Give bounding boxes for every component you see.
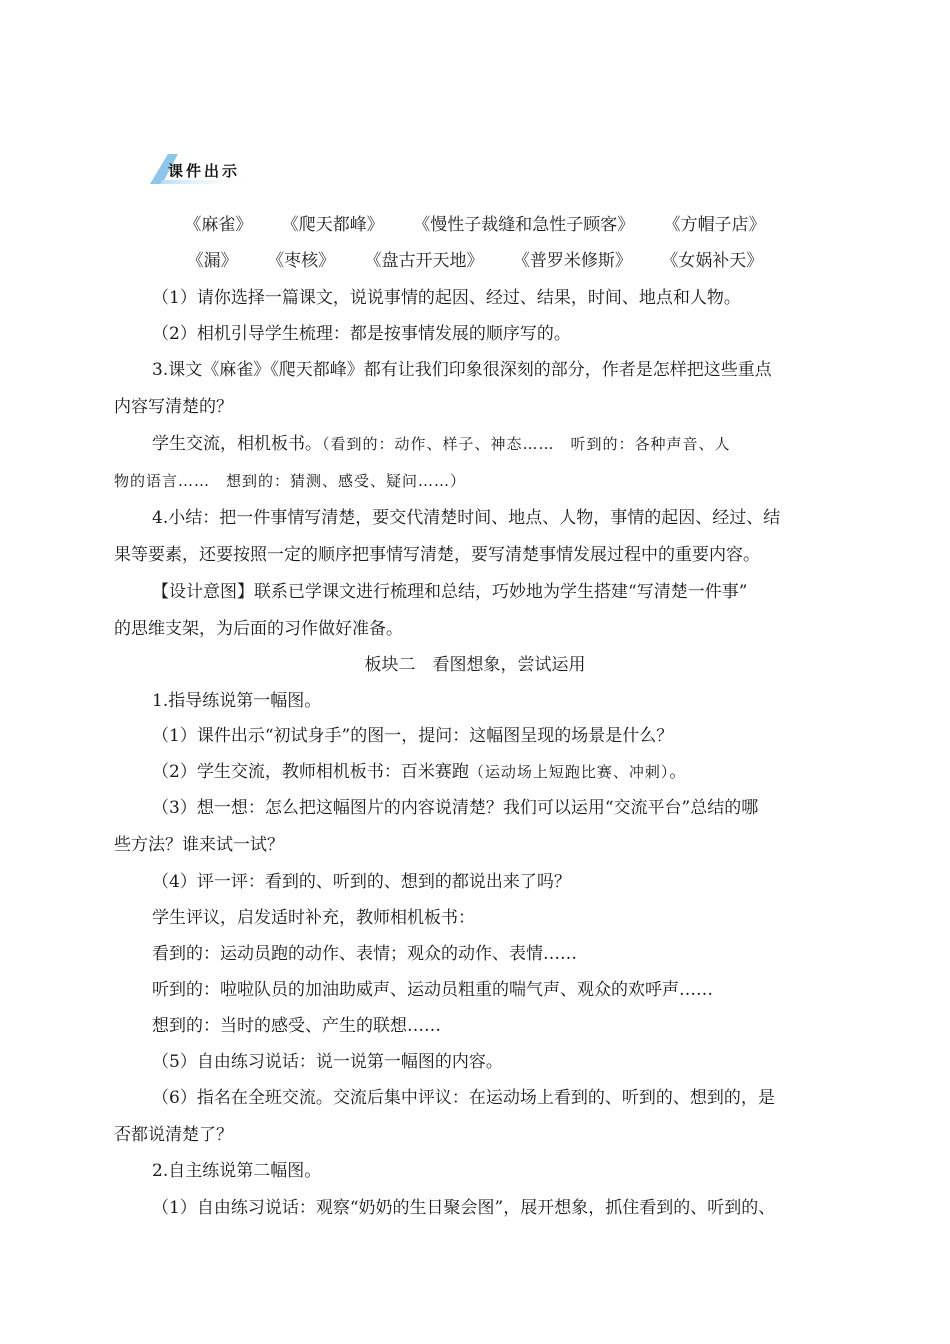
title-row-2 <box>0 250 950 272</box>
paragraph-text: （2）学生交流，教师相机板书：百米赛跑 <box>152 762 469 782</box>
paragraph-line: 的思维支架，为后面的习作做好准备。 <box>114 619 403 639</box>
design-intent-line: 【设计意图】联系已学课文进行梳理和总结，巧妙地为学生搭建“写清楚一件事” <box>152 582 748 602</box>
paragraph-line: 2.自主练说第二幅图。 <box>152 1161 322 1181</box>
paragraph-line: （1）自由练习说话：观察“奶奶的生日聚会图”，展开想象，抓住看到的、听到的、 <box>152 1198 776 1218</box>
badge-label: 课件出示 <box>168 162 241 180</box>
title-item: 《枣核》 <box>267 251 336 271</box>
paragraph-line <box>152 433 731 455</box>
paragraph-text: 。 <box>669 762 687 782</box>
title-item: 《麻雀》 <box>184 215 253 235</box>
paragraph-text: 学生交流，相机板书。 <box>152 434 322 454</box>
title-item: 《慢性子裁缝和急性子顾客》 <box>413 215 635 235</box>
board-notes-line: 物的语言…… 想到的：猜测、感受、疑问……） <box>114 472 467 490</box>
section-heading: 板块二 看图想象，尝试运用 <box>364 655 586 675</box>
paragraph-line: 4.小结：把一件事情写清楚，要交代清楚时间、地点、人物，事情的起因、经过、结 <box>152 508 781 528</box>
title-item: 《方帽子店》 <box>663 215 766 235</box>
paragraph-line: 想到的：当时的感受、产生的联想…… <box>152 1016 441 1036</box>
paragraph-line: （1）请你选择一篇课文，说说事情的起因、经过、结果，时间、地点和人物。 <box>152 288 741 308</box>
title-row-1 <box>0 214 950 236</box>
paragraph-line <box>152 761 686 783</box>
paragraph-line: 听到的：啦啦队员的加油助威声、运动员粗重的喘气声、观众的欢呼声…… <box>152 980 713 1000</box>
title-item: 《盘古开天地》 <box>364 251 484 271</box>
paragraph-line: （2）相机引导学生梳理：都是按事情发展的顺序写的。 <box>152 324 571 344</box>
paragraph-line: （3）想一想：怎么把这幅图片的内容说清楚？我们可以运用“交流平台”总结的哪 <box>152 798 759 818</box>
board-notes: （看到的：动作、样子、神态…… 听到的：各种声音、人 <box>322 435 731 453</box>
paragraph-line: 1.指导练说第一幅图。 <box>152 691 322 711</box>
paragraph-line: 内容写清楚的？ <box>114 397 233 417</box>
paragraph-line: （6）指名在全班交流。交流后集中评议：在运动场上看到的、听到的、想到的，是 <box>152 1088 775 1108</box>
board-notes: （运动场上短跑比赛、冲刺） <box>468 763 670 781</box>
paragraph-line: 3.课文《麻雀》《爬天都峰》都有让我们印象很深刻的部分，作者是怎样把这些重点 <box>152 360 772 380</box>
title-item: 《爬天都峰》 <box>281 215 384 235</box>
title-item: 《漏》 <box>186 251 238 271</box>
paragraph-line: 果等要素，还要按照一定的顺序把事情写清楚，要写清楚事情发展过程中的重要内容。 <box>114 545 760 565</box>
paragraph-line: （4）评一评：看到的、听到的、想到的都说出来了吗？ <box>152 872 571 892</box>
paragraph-line: 学生评议，启发适时补充，教师相机板书： <box>152 908 475 928</box>
paragraph-line: 否都说清楚了？ <box>114 1125 233 1145</box>
title-item: 《女娲补天》 <box>661 251 764 271</box>
paragraph-line: 看到的：运动员跑的动作、表情；观众的动作、表情…… <box>152 944 577 964</box>
paragraph-line: （5）自由练习说话：说一说第一幅图的内容。 <box>152 1052 503 1072</box>
paragraph-line: 些方法？谁来试一试？ <box>114 835 284 855</box>
title-item: 《普罗米修斯》 <box>512 251 632 271</box>
courseware-badge <box>148 150 258 190</box>
paragraph-line: （1）课件出示“初试身手”的图一，提问：这幅图呈现的场景是什么？ <box>152 726 674 746</box>
